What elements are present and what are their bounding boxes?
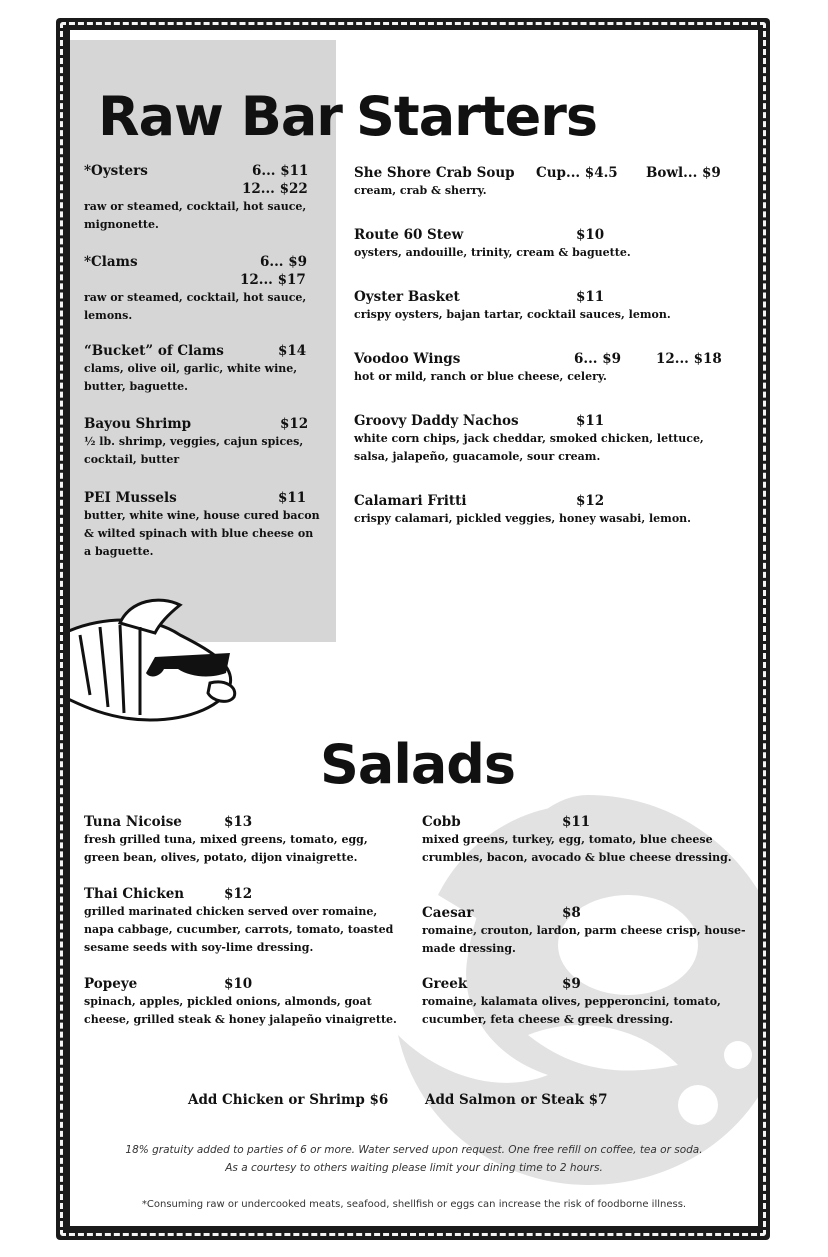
item-price: $12	[576, 493, 605, 509]
item-description: ½ lb. shrimp, veggies, cajun spices, cocktail, butter	[84, 435, 304, 466]
item-price: $10	[224, 976, 253, 992]
item-description: romaine, kalamata olives, pepperoncini, tomato, cucumber, feta cheese & greek dressing.	[422, 995, 721, 1026]
menu-page	[70, 30, 758, 1226]
item-price: $11	[576, 289, 605, 305]
item-description: clams, olive oil, garlic, white wine, butter, baguette.	[84, 362, 298, 393]
item-description: romaine, crouton, lardon, parm cheese crisp, house-made dressing.	[422, 924, 746, 955]
item-name: Popeye	[84, 976, 138, 992]
item-name: Thai Chicken	[84, 886, 185, 902]
salad-item-thai-chicken	[84, 885, 404, 957]
starters-item-groovy-daddy-nachos	[354, 412, 734, 466]
item-price: $11	[278, 490, 307, 506]
item-price-bowl: Bowl... $9	[646, 165, 721, 181]
item-price: $11	[562, 814, 591, 830]
item-price: $13	[224, 814, 253, 830]
item-name: *Clams	[84, 254, 138, 270]
raw-bar-item-bucket-of-clams	[84, 342, 324, 396]
item-name: Voodoo Wings	[354, 351, 461, 367]
item-name: Bayou Shrimp	[84, 416, 192, 432]
item-price: $12	[224, 886, 253, 902]
starters-item-calamari-fritti	[354, 492, 734, 528]
courtesy-note: As a courtesy to others waiting please limit your dining time to 2 hours.	[225, 1162, 603, 1174]
foodborne-warning: *Consuming raw or undercooked meats, seafood, shellfish or eggs can increase the risk of foodborne illness.	[141, 1199, 687, 1210]
fish-with-sunglasses-icon	[70, 595, 250, 735]
salads-title: Salads	[320, 733, 516, 796]
item-price: $11	[576, 413, 605, 429]
salad-item-tuna-nicoise	[84, 813, 404, 867]
item-description: raw or steamed, cocktail, hot sauce, lemons.	[84, 291, 307, 322]
item-name: Groovy Daddy Nachos	[354, 413, 519, 429]
item-description: grilled marinated chicken served over romaine, napa cabbage, cucumber, carrots, tomato, toasted sesame seeds with soy-lime dressing.	[84, 905, 394, 954]
item-name: Route 60 Stew	[354, 227, 464, 243]
starters-item-route-60-stew	[354, 226, 734, 262]
item-price-small: 6... $9	[574, 351, 621, 367]
item-price: 6... $11	[252, 163, 309, 179]
item-description: spinach, apples, pickled onions, almonds, goat cheese, grilled steak & honey jalapeño vinaigrette.	[84, 995, 397, 1026]
item-description: cream, crab & sherry.	[354, 184, 487, 197]
item-description: mixed greens, turkey, egg, tomato, blue cheese crumbles, bacon, avocado & blue cheese dressing.	[422, 833, 732, 864]
item-description: butter, white wine, house cured bacon & wilted spinach with blue cheese on a baguette.	[84, 509, 320, 558]
item-description: crispy oysters, bajan tartar, cocktail sauces, lemon.	[354, 308, 671, 321]
item-description: white corn chips, jack cheddar, smoked chicken, lettuce, salsa, jalapeño, guacamole, sour cream.	[354, 432, 704, 463]
addon-chicken-shrimp: Add Chicken or Shrimp $6	[188, 1092, 389, 1108]
item-name: She Shore Crab Soup	[354, 165, 515, 181]
salad-item-cobb	[422, 813, 752, 867]
starters-title: Starters	[356, 85, 597, 148]
item-price-large: 12... $18	[656, 351, 722, 367]
item-price: $10	[576, 227, 605, 243]
raw-bar-item-oysters	[84, 162, 324, 234]
item-name: Cobb	[422, 814, 461, 830]
item-description: fresh grilled tuna, mixed greens, tomato, egg, green bean, olives, potato, dijon vinaigrette.	[84, 833, 368, 864]
gratuity-note: 18% gratuity added to parties of 6 or more. Water served upon request. One free refill on coffee, tea or soda.	[125, 1144, 703, 1156]
item-name: Caesar	[422, 905, 474, 921]
starters-item-voodoo-wings	[354, 350, 734, 386]
item-price-large: 12... $22	[242, 181, 308, 197]
item-description: raw or steamed, cocktail, hot sauce, mignonette.	[84, 200, 307, 231]
item-price: $9	[562, 976, 581, 992]
item-description: crispy calamari, pickled veggies, honey wasabi, lemon.	[354, 512, 691, 525]
item-name: Tuna Nicoise	[84, 814, 182, 830]
raw-bar-item-clams	[84, 253, 324, 325]
salad-item-popeye	[84, 975, 404, 1029]
salad-item-caesar	[422, 904, 752, 958]
item-name: Greek	[422, 976, 468, 992]
item-price-cup: Cup... $4.5	[536, 165, 618, 181]
item-name: Calamari Fritti	[354, 493, 467, 509]
item-name: Oyster Basket	[354, 289, 460, 305]
raw-bar-item-pei-mussels	[84, 489, 324, 561]
item-price: $8	[562, 905, 581, 921]
item-price: $12	[280, 416, 309, 432]
raw-bar-item-bayou-shrimp	[84, 415, 324, 469]
item-description: hot or mild, ranch or blue cheese, celery.	[354, 370, 607, 383]
item-description: oysters, andouille, trinity, cream & baguette.	[354, 246, 631, 259]
item-name: “Bucket” of Clams	[84, 343, 224, 359]
item-name: *Oysters	[84, 163, 148, 179]
salad-item-greek	[422, 975, 752, 1029]
starters-item-oyster-basket	[354, 288, 734, 324]
item-price: $14	[278, 343, 307, 359]
raw-bar-title: Raw Bar	[98, 85, 342, 148]
starters-item-she-shore-crab-soup	[354, 164, 734, 200]
addon-salmon-steak: Add Salmon or Steak $7	[425, 1092, 608, 1108]
item-name: PEI Mussels	[84, 490, 177, 506]
item-price: 6... $9	[260, 254, 307, 270]
item-price-large: 12... $17	[240, 272, 306, 288]
